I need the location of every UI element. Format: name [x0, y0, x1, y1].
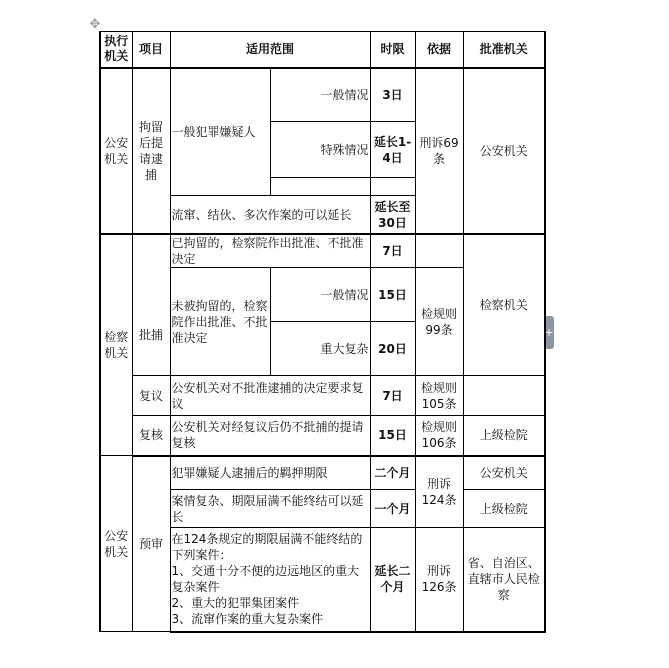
recheck-item-cell: 复核	[132, 416, 170, 456]
custody-limit: 二个月	[370, 456, 415, 490]
recheck-approval: 上级检院	[463, 416, 545, 456]
case-special-cell: 特殊情况	[270, 122, 370, 178]
special-cases-cell	[170, 528, 370, 632]
empty-cell	[463, 376, 545, 416]
recheck-scope-cell: 公安机关对经复议后仍不批捕的提请复核	[170, 416, 370, 456]
criminal-procedure-time-limit-table	[99, 31, 546, 633]
empty-cell	[270, 178, 370, 196]
proc-case-general: 一般情况	[270, 268, 370, 322]
header-limit: 时限	[370, 32, 415, 68]
detention-item-cell: 拘留后提请逮捕	[132, 68, 170, 234]
procuratorate-organ-cell: 检察机关	[100, 234, 132, 456]
custody-scope-cell: 犯罪嫌疑人逮捕后的羁押期限	[170, 456, 370, 490]
review-limit: 7日	[370, 376, 415, 416]
limit-extend-30: 延长至30日	[370, 196, 415, 234]
sidebar-expand-icon[interactable]: +	[544, 316, 554, 349]
review-scope-cell: 公安机关对不批准逮捕的决定要求复议	[170, 376, 370, 416]
police-organ-cell-2: 公安机关	[100, 456, 132, 632]
not-detained-scope-cell: 未被拘留的，检察院作出批准、不批准决定	[170, 268, 270, 376]
table-move-handle-icon[interactable]: ✥	[89, 17, 101, 32]
limit-extend-1-4: 延长1-4日	[370, 122, 415, 178]
basis-124: 刑诉124条	[415, 456, 463, 528]
special-case-2: 2、重大的犯罪集团案件	[171, 596, 300, 611]
arrest-item-cell: 批捕	[132, 234, 170, 376]
empty-cell	[370, 178, 415, 196]
review-item-cell: 复议	[132, 376, 170, 416]
header-item: 项目	[132, 32, 170, 68]
approval-police: 公安机关	[463, 68, 545, 234]
case-general-cell: 一般情况	[270, 68, 370, 122]
special-case-1: 1、交通十分不便的边远地区的重大复杂案件	[171, 564, 360, 595]
complex-approval: 上级检院	[463, 490, 545, 528]
header-basis: 依据	[415, 32, 463, 68]
suspect-scope-cell: 一般犯罪嫌疑人	[170, 68, 270, 196]
custody-approval: 公安机关	[463, 456, 545, 490]
detained-scope-cell: 已拘留的，检察院作出批准、不批准决定	[170, 234, 370, 268]
recheck-limit: 15日	[370, 416, 415, 456]
limit-3-days: 3日	[370, 68, 415, 122]
complex-limit: 一个月	[370, 490, 415, 528]
complex-scope-cell: 案情复杂、期限届满不能终结可以延长	[170, 490, 370, 528]
basis-106: 检规则106条	[415, 416, 463, 456]
limit-20-days: 20日	[370, 322, 415, 376]
special-intro: 在124条规定的期限届满不能终结的下列案件：	[171, 532, 363, 563]
arrest-approval: 检察机关	[463, 234, 545, 376]
roam-scope-cell: 流窜、结伙、多次作案的可以延长	[170, 196, 370, 234]
limit-15-days: 15日	[370, 268, 415, 322]
empty-cell	[415, 234, 463, 268]
special-approval: 省、自治区、直辖市人民检察	[463, 528, 545, 632]
investigation-item-cell: 预审	[132, 456, 170, 632]
basis-69: 刑诉69条	[415, 68, 463, 234]
special-limit: 延长二个月	[370, 528, 415, 632]
header-scope: 适用范围	[170, 32, 370, 68]
special-case-3: 3、流窜作案的重大复杂案件	[171, 612, 324, 627]
proc-case-major: 重大复杂	[270, 322, 370, 376]
detained-limit: 7日	[370, 234, 415, 268]
basis-105: 检规则105条	[415, 376, 463, 416]
header-approval: 批准机关	[463, 32, 545, 68]
header-organ: 执行机关	[100, 32, 132, 68]
basis-99: 检规则99条	[415, 268, 463, 376]
basis-126: 刑诉126条	[415, 528, 463, 632]
police-organ-cell: 公安机关	[100, 68, 132, 234]
